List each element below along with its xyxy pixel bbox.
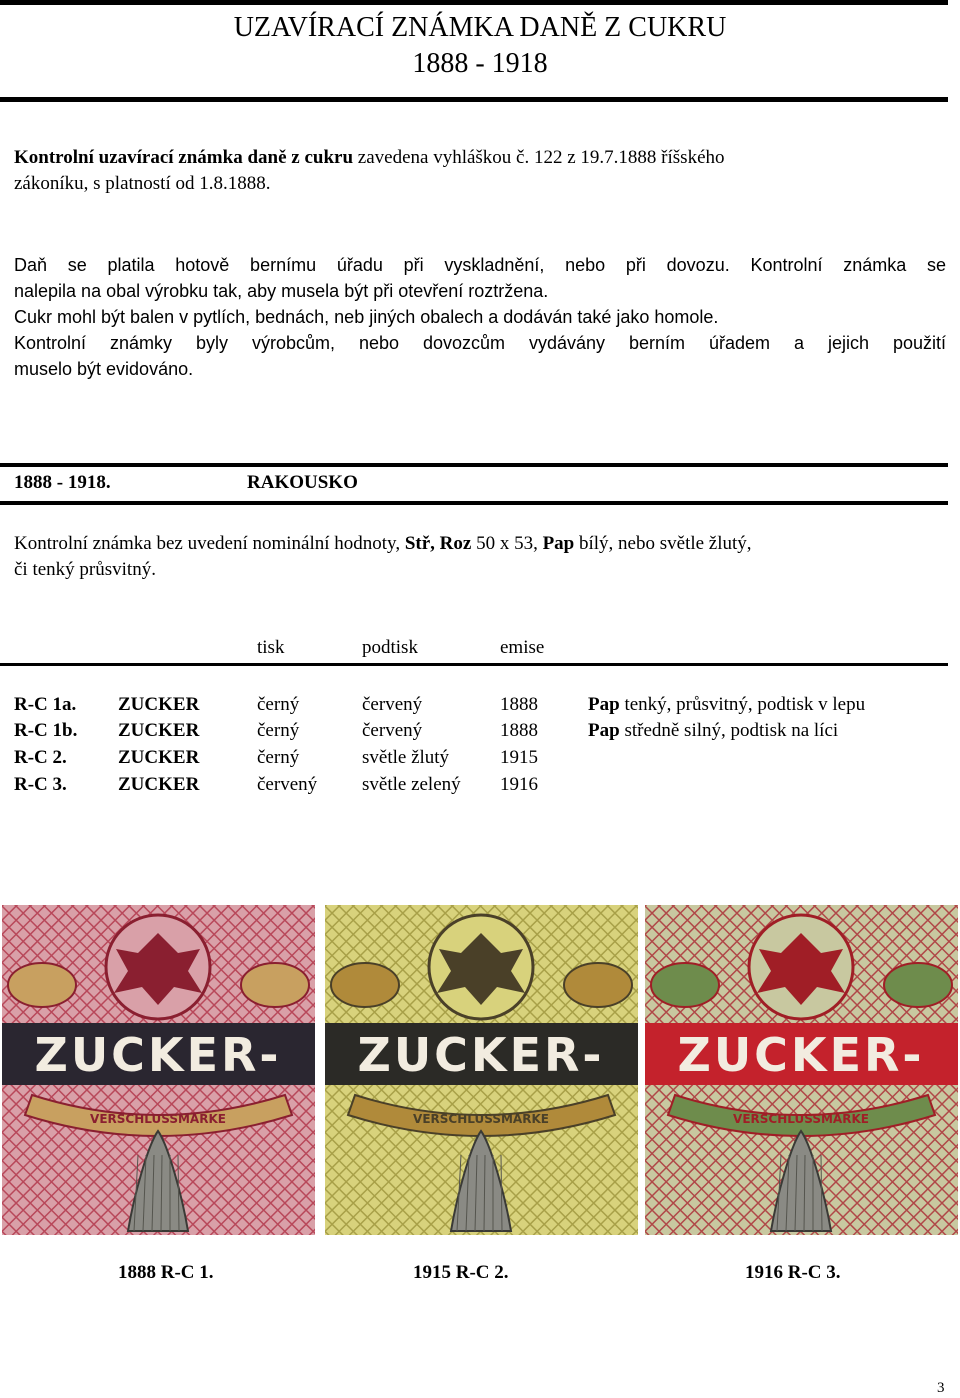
intro-text: zavedena vyhláškou č. 122 z 19.7.1888 říšského: [353, 147, 725, 168]
underprint-color: červený: [362, 694, 423, 715]
issue-year: 1915: [500, 747, 538, 768]
note: [588, 720, 838, 742]
section-country: RAKOUSKO: [247, 472, 358, 493]
stamp-desc-text: Kontrolní známka bez uvedení nominální hodnoty,: [14, 533, 405, 554]
ribbon-text: VERSCHLUSSMARKE: [90, 1112, 226, 1126]
stamp-name: ZUCKER: [118, 774, 200, 795]
stamp-caption-rc3: 1916 R-C 3.: [745, 1262, 841, 1283]
ribbon-text: VERSCHLUSSMARKE: [733, 1112, 869, 1126]
description-line-2: nalepila na obal výrobku tak, aby musela být při otevření roztržena.: [14, 281, 549, 301]
underprint-color: světle žlutý: [362, 747, 450, 768]
table-header-rule: [0, 663, 948, 666]
section-rule-top: [0, 463, 948, 467]
stamp-svg: [2, 905, 315, 1235]
stamp-caption-rc1: 1888 R-C 1.: [118, 1262, 214, 1283]
sack-right-icon: [884, 963, 952, 1007]
stamp-word: ZUCKER-: [357, 1028, 605, 1082]
note-text: tenký, průsvitný, podtisk v lepu: [619, 694, 866, 715]
print-color: černý: [257, 720, 300, 741]
print-color: černý: [257, 694, 300, 715]
column-header-tisk: tisk: [257, 637, 285, 658]
section-years: 1888 - 1918.: [14, 472, 111, 493]
description-paragraph: [14, 252, 946, 382]
sack-left-icon: [331, 963, 399, 1007]
table-row: [0, 774, 960, 800]
stamp-svg: [325, 905, 638, 1235]
underprint-color: červený: [362, 720, 423, 741]
issue-year: 1888: [500, 720, 538, 741]
stamp-desc-bold: Pap: [542, 533, 575, 554]
note-bold: Pap: [588, 694, 620, 715]
description-line-3: Cukr mohl být balen v pytlích, bednách, neb jiných obalech a dodáván také jako homole.: [14, 307, 719, 327]
intro-paragraph: [14, 145, 946, 197]
column-header-podtisk: podtisk: [362, 637, 418, 658]
page-title: UZAVÍRACÍ ZNÁMKA DANĚ Z CUKRU: [233, 12, 727, 43]
stamp-name: ZUCKER: [118, 747, 200, 768]
catalog-number: R-C 1b.: [14, 720, 78, 741]
title-rule-top: [0, 0, 948, 5]
page-number: 3: [937, 1380, 945, 1396]
sack-left-icon: [8, 963, 76, 1007]
stamp-desc-line2: či tenký průsvitný.: [14, 559, 156, 580]
stamp-word: ZUCKER-: [677, 1028, 925, 1082]
stamp-name: ZUCKER: [118, 720, 200, 741]
sack-left-icon: [651, 963, 719, 1007]
page-subtitle: 1888 - 1918: [412, 48, 548, 79]
intro-bold: Kontrolní uzavírací známka daně z cukru: [14, 147, 354, 168]
stamp-image-rc2: [325, 905, 638, 1235]
description-line-4: Kontrolní známky byly výrobcům, nebo dovozcům vydávány berním úřadem a jejich použití: [14, 333, 946, 353]
stamp-image-rc1: [2, 905, 315, 1235]
catalog-number: R-C 1a.: [14, 694, 77, 715]
issue-year: 1916: [500, 774, 538, 795]
title-rule-bottom: [0, 97, 948, 102]
description-line-5: muselo být evidováno.: [14, 359, 194, 379]
stamp-desc-text: bílý, nebo světle žlutý,: [574, 533, 752, 554]
stamp-description: [14, 531, 946, 583]
intro-text-line2: zákoníku, s platností od 1.8.1888.: [14, 173, 271, 194]
stamp-desc-text: 50 x 53,: [471, 533, 543, 554]
stamp-svg: [645, 905, 958, 1235]
stamp-desc-bold: Stř, Roz: [404, 533, 472, 554]
table-row: [0, 694, 960, 720]
note: [588, 694, 865, 716]
sack-right-icon: [564, 963, 632, 1007]
table-row: [0, 720, 960, 746]
stamp-name: ZUCKER: [118, 694, 200, 715]
print-color: červený: [257, 774, 318, 795]
stamp-word: ZUCKER-: [34, 1028, 282, 1082]
catalog-number: R-C 2.: [14, 747, 67, 768]
note-text: středně silný, podtisk na líci: [619, 720, 839, 741]
issue-year: 1888: [500, 694, 538, 715]
sack-right-icon: [241, 963, 309, 1007]
table-row: [0, 747, 960, 773]
section-rule-bottom: [0, 501, 948, 505]
catalog-number: R-C 3.: [14, 774, 67, 795]
underprint-color: světle zelený: [362, 774, 461, 795]
column-header-emise: emise: [500, 637, 545, 658]
stamp-caption-rc2: 1915 R-C 2.: [413, 1262, 509, 1283]
note-bold: Pap: [588, 720, 620, 741]
stamp-image-rc3: [645, 905, 958, 1235]
description-line-1: Daň se platila hotově bernímu úřadu při vyskladnění, nebo při dovozu. Kontrolní známka se: [14, 255, 946, 275]
print-color: černý: [257, 747, 300, 768]
ribbon-text: VERSCHLUSSMARKE: [413, 1112, 549, 1126]
